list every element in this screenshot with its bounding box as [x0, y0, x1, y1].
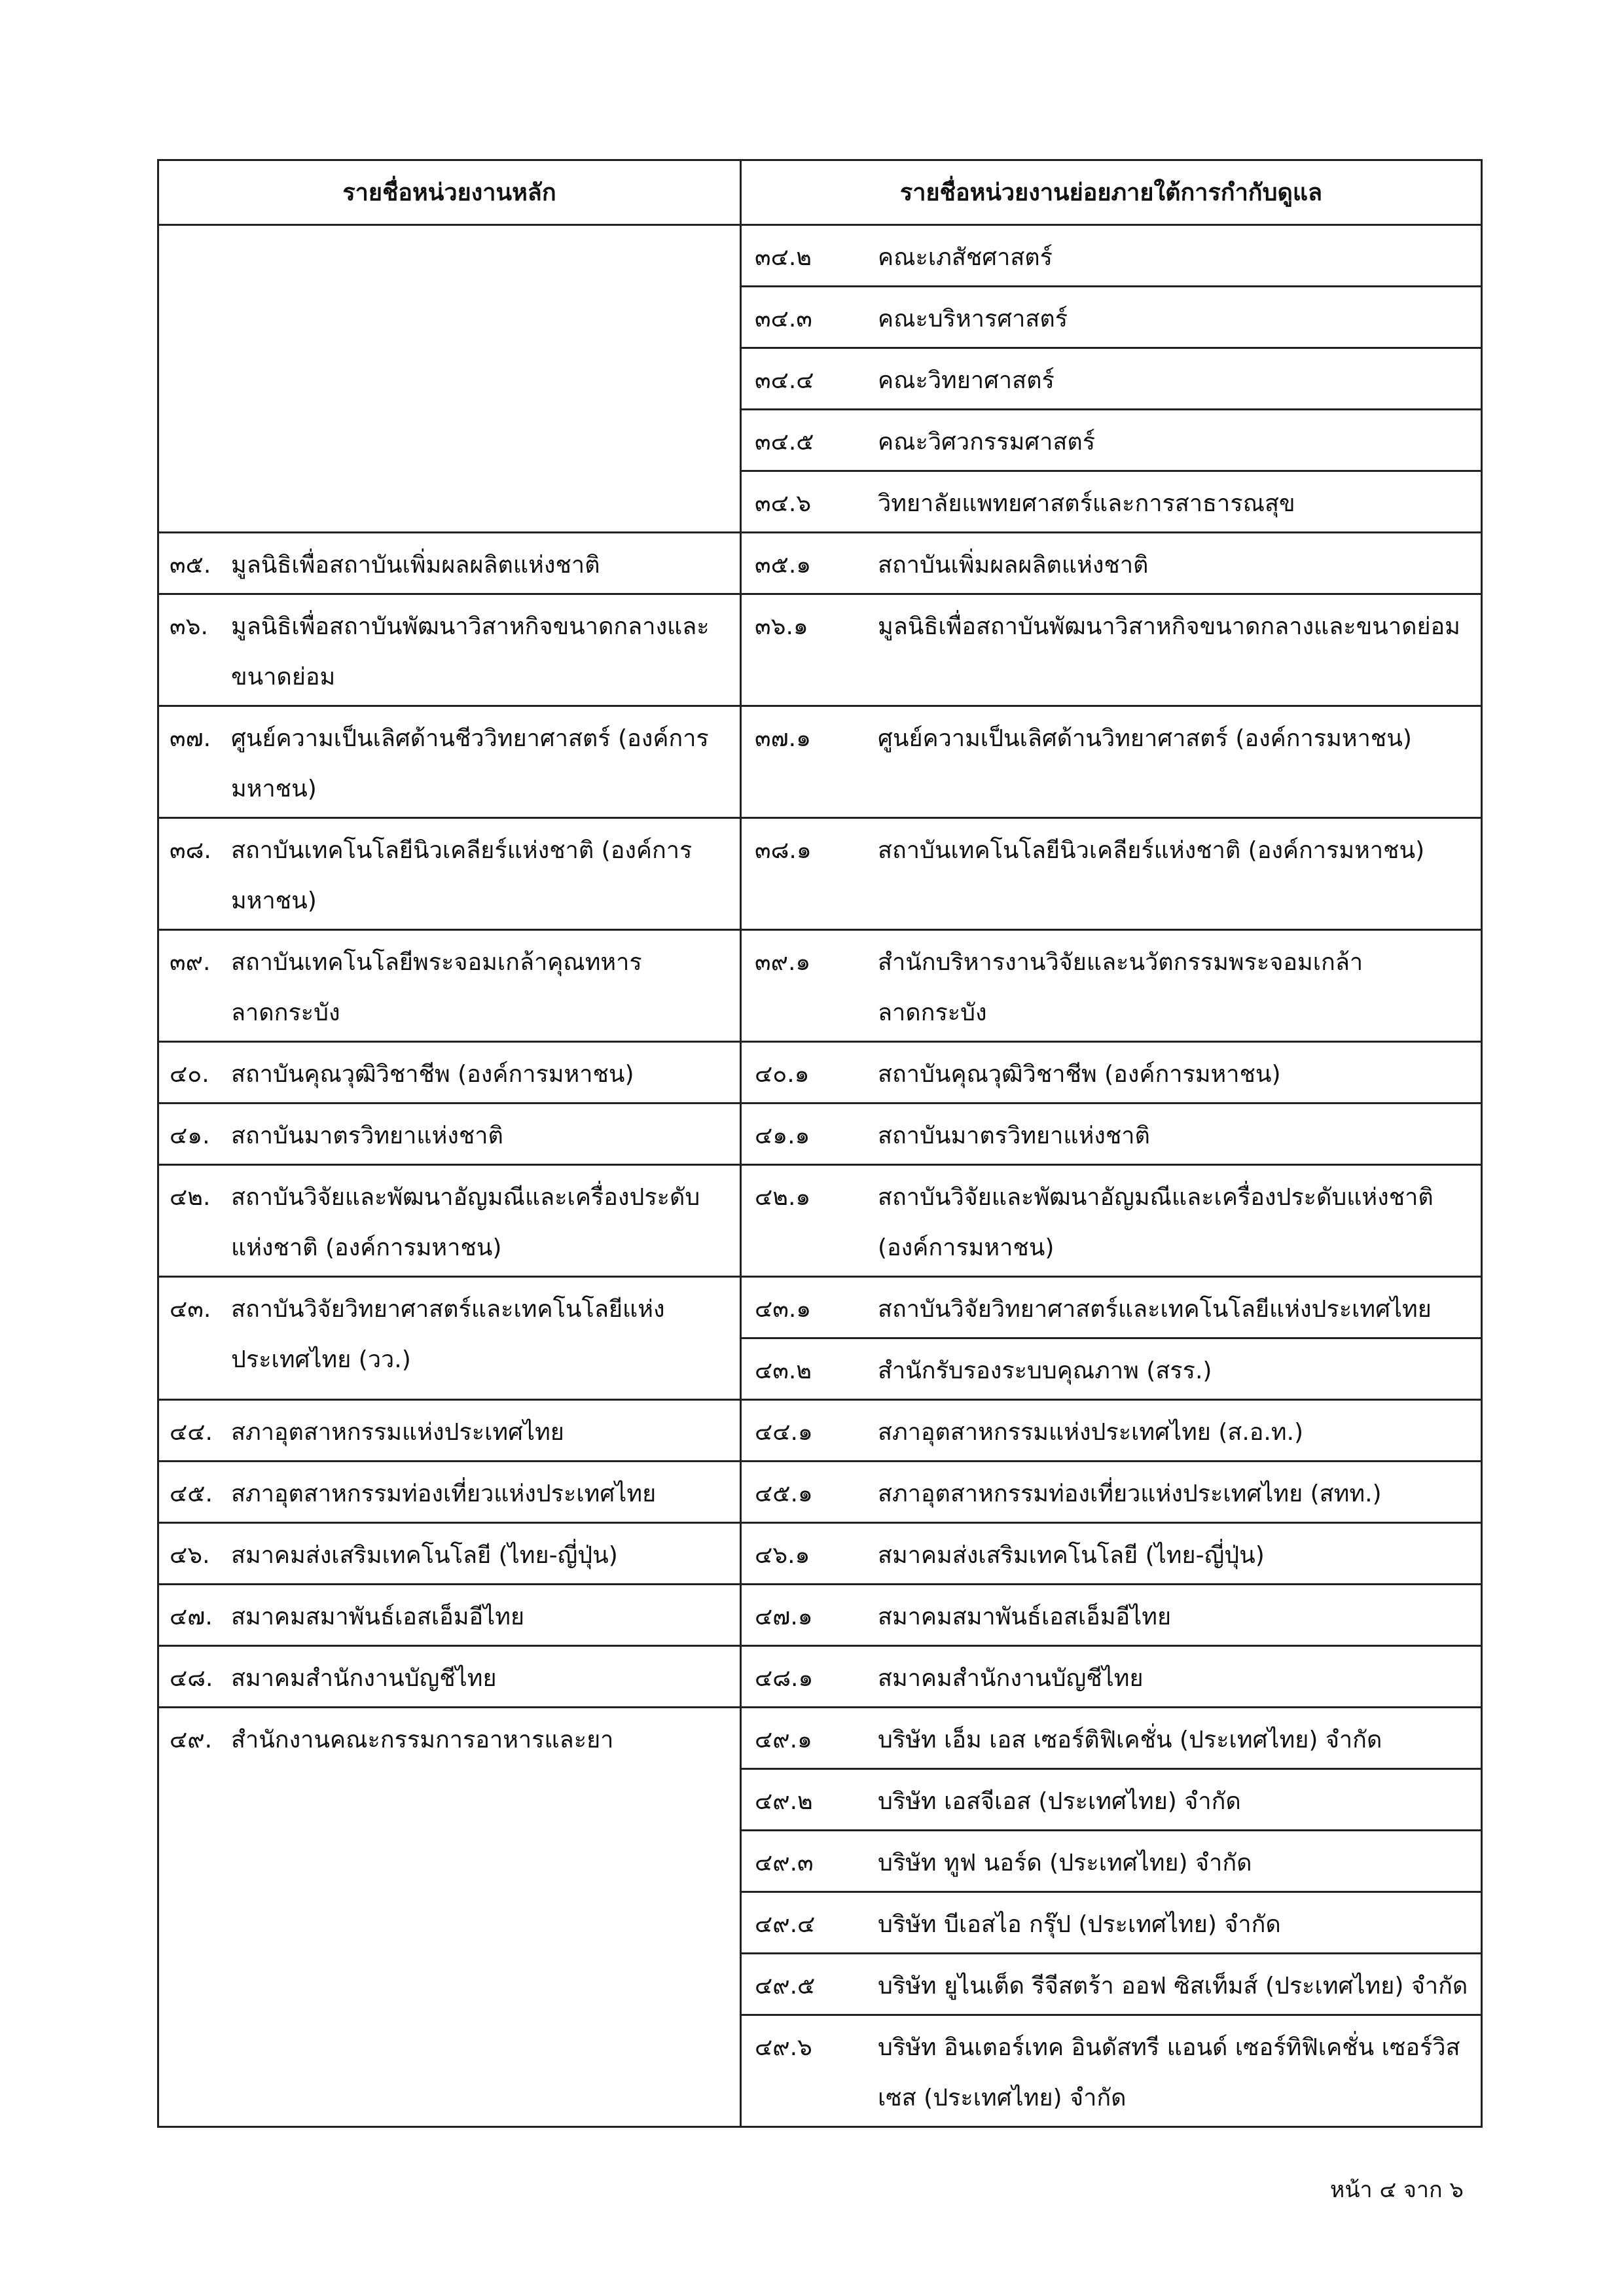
- main-unit-number: ๔๙.: [170, 1727, 213, 1753]
- table-row: [158, 1585, 1482, 1646]
- table-row: [158, 1277, 1482, 1338]
- main-unit-cell: [158, 1042, 741, 1103]
- sub-unit-cell: [741, 1277, 1482, 1338]
- table-row: [158, 594, 1482, 706]
- table-row: [158, 1708, 1482, 1769]
- main-unit-name: สมาคมสำนักงานบัญชีไทย: [231, 1665, 497, 1692]
- sub-unit-name: คณะบริหารศาสตร์: [878, 306, 1068, 332]
- sub-unit-number: ๓๔.๕: [755, 429, 814, 456]
- header-main-units: รายชื่อหน่วยงานหลัก: [158, 160, 741, 225]
- sub-unit-name: บริษัท เอสจีเอส (ประเทศไทย) จำกัด: [878, 1788, 1241, 1815]
- sub-unit-cell: [741, 1165, 1482, 1277]
- sub-unit-name: คณะเภสัชศาสตร์: [878, 244, 1053, 271]
- main-unit-cell: [158, 1708, 741, 2127]
- sub-unit-name: สภาอุตสาหกรรมท่องเที่ยวแห่งประเทศไทย (สทท.): [878, 1480, 1382, 1507]
- sub-unit-number: ๓๔.๔: [755, 367, 814, 394]
- sub-unit-name: บริษัท บีเอสไอ กรุ๊ป (ประเทศไทย) จำกัด: [878, 1911, 1281, 1938]
- sub-unit-number: ๔๕.๑: [755, 1480, 813, 1507]
- sub-unit-name: บริษัท ยูไนเต็ด รีจีสตร้า ออฟ ซิสเท็มส์ (ประเทศไทย) จำกัด: [878, 1973, 1468, 2000]
- table-row: [158, 1103, 1482, 1165]
- sub-unit-cell: [741, 1769, 1482, 1831]
- sub-unit-number: ๓๔.๒: [755, 244, 812, 271]
- sub-unit-cell: [741, 1523, 1482, 1585]
- sub-unit-cell: [741, 594, 1482, 706]
- main-unit-name: มูลนิธิเพื่อสถาบันพัฒนาวิสาหกิจขนาดกลางและขนาดย่อม: [231, 613, 710, 691]
- main-unit-cell: [158, 1646, 741, 1708]
- sub-unit-cell: [741, 1400, 1482, 1462]
- sub-unit-name: บริษัท เอ็ม เอส เซอร์ติฟิเคชั่น (ประเทศไทย) จำกัด: [878, 1727, 1382, 1753]
- sub-unit-cell: [741, 225, 1482, 287]
- sub-unit-name: สถาบันเพิ่มผลผลิตแห่งชาติ: [878, 552, 1149, 579]
- sub-unit-name: สถาบันมาตรวิทยาแห่งชาติ: [878, 1122, 1150, 1149]
- sub-unit-cell: [741, 930, 1482, 1042]
- main-unit-cell: [158, 1585, 741, 1646]
- table-row: [158, 1042, 1482, 1103]
- sub-unit-cell: [741, 1042, 1482, 1103]
- sub-unit-cell: [741, 1646, 1482, 1708]
- main-unit-cell: [158, 1277, 741, 1400]
- sub-unit-number: ๔๘.๑: [755, 1665, 814, 1692]
- main-unit-cell: [158, 1400, 741, 1462]
- sub-unit-cell: [741, 706, 1482, 818]
- sub-unit-name: คณะวิทยาศาสตร์: [878, 367, 1055, 394]
- sub-unit-cell: [741, 1708, 1482, 1769]
- sub-unit-cell: [741, 348, 1482, 410]
- sub-unit-cell: [741, 1462, 1482, 1523]
- table-header-row: [158, 160, 1482, 225]
- main-unit-name: สถาบันเทคโนโลยีพระจอมเกล้าคุณทหารลาดกระบัง: [231, 949, 642, 1026]
- main-unit-name: สถาบันวิจัยวิทยาศาสตร์และเทคโนโลยีแห่งประเทศไทย (วว.): [231, 1296, 665, 1373]
- main-unit-name: สมาคมส่งเสริมเทคโนโลยี (ไทย-ญี่ปุ่น): [231, 1542, 618, 1569]
- sub-unit-cell: [741, 287, 1482, 348]
- header-sub-units: รายชื่อหน่วยงานย่อยภายใต้การกำกับดูแล: [741, 160, 1482, 225]
- sub-unit-cell: [741, 1585, 1482, 1646]
- main-unit-name: สภาอุตสาหกรรมแห่งประเทศไทย: [231, 1419, 564, 1446]
- sub-unit-cell: [741, 2015, 1482, 2127]
- main-unit-number: ๓๙.: [170, 949, 211, 976]
- main-unit-number: ๔๐.: [170, 1061, 209, 1088]
- main-unit-cell: [158, 533, 741, 594]
- main-unit-number: ๓๕.: [170, 552, 211, 579]
- sub-unit-number: ๔๗.๑: [755, 1604, 813, 1630]
- sub-unit-cell: [741, 1954, 1482, 2015]
- main-unit-number: ๓๖.: [170, 613, 208, 640]
- sub-unit-name: ศูนย์ความเป็นเลิศด้านวิทยาศาสตร์ (องค์การมหาชน): [878, 725, 1412, 752]
- sub-unit-number: ๓๙.๑: [755, 949, 811, 976]
- sub-unit-number: ๔๔.๑: [755, 1419, 813, 1446]
- sub-unit-number: ๔๐.๑: [755, 1061, 810, 1088]
- main-unit-name: มูลนิธิเพื่อสถาบันเพิ่มผลผลิตแห่งชาติ: [231, 552, 600, 579]
- main-unit-cell: [158, 225, 741, 533]
- sub-unit-number: ๓๗.๑: [755, 725, 811, 752]
- sub-unit-name: สมาคมสำนักงานบัญชีไทย: [878, 1665, 1144, 1692]
- sub-unit-number: ๔๓.๑: [755, 1296, 812, 1323]
- main-unit-number: ๓๗.: [170, 725, 211, 752]
- main-unit-number: ๔๖.: [170, 1542, 210, 1569]
- main-unit-cell: [158, 1165, 741, 1277]
- sub-unit-name: สมาคมสมาพันธ์เอสเอ็มอีไทย: [878, 1604, 1172, 1630]
- sub-unit-name: สภาอุตสาหกรรมแห่งประเทศไทย (ส.อ.ท.): [878, 1419, 1304, 1446]
- sub-unit-number: ๔๙.๕: [755, 1973, 816, 2000]
- table-body: [158, 225, 1482, 2127]
- main-unit-cell: [158, 1103, 741, 1165]
- sub-unit-number: ๔๖.๑: [755, 1542, 810, 1569]
- main-unit-name: ศูนย์ความเป็นเลิศด้านชีววิทยาศาสตร์ (องค์การมหาชน): [231, 725, 709, 802]
- main-unit-name: สถาบันเทคโนโลยีนิวเคลียร์แห่งชาติ (องค์การมหาชน): [231, 837, 693, 914]
- sub-unit-name: บริษัท อินเตอร์เทค อินดัสทรี แอนด์ เซอร์ทิฟิเคชั่น เซอร์วิสเซส (ประเทศไทย) จำกัด: [878, 2034, 1460, 2111]
- main-unit-name: สถาบันวิจัยและพัฒนาอัญมณีและเครื่องประดับแห่งชาติ (องค์การมหาชน): [231, 1184, 700, 1261]
- sub-unit-cell: [741, 818, 1482, 930]
- sub-unit-number: ๔๑.๑: [755, 1122, 810, 1149]
- main-unit-cell: [158, 1462, 741, 1523]
- main-unit-number: ๔๕.: [170, 1480, 213, 1507]
- sub-unit-name: สำนักบริหารงานวิจัยและนวัตกรรมพระจอมเกล้าลาดกระบัง: [878, 949, 1363, 1026]
- main-unit-name: สำนักงานคณะกรรมการอาหารและยา: [231, 1727, 614, 1753]
- main-unit-number: ๔๑.: [170, 1122, 210, 1149]
- sub-unit-number: ๔๙.๒: [755, 1788, 813, 1815]
- sub-unit-number: ๔๓.๒: [755, 1357, 812, 1384]
- table-row: [158, 1462, 1482, 1523]
- main-unit-cell: [158, 594, 741, 706]
- sub-unit-cell: [741, 1892, 1482, 1954]
- sub-unit-name: คณะวิศวกรรมศาสตร์: [878, 429, 1096, 456]
- sub-unit-name: สถาบันเทคโนโลยีนิวเคลียร์แห่งชาติ (องค์การมหาชน): [878, 837, 1425, 864]
- table-row: [158, 225, 1482, 287]
- table-row: [158, 930, 1482, 1042]
- table-row: [158, 706, 1482, 818]
- sub-unit-name: สถาบันวิจัยวิทยาศาสตร์และเทคโนโลยีแห่งประเทศไทย: [878, 1296, 1432, 1323]
- table-row: [158, 1400, 1482, 1462]
- main-unit-number: ๔๗.: [170, 1604, 213, 1630]
- main-unit-name: สถาบันมาตรวิทยาแห่งชาติ: [231, 1122, 503, 1149]
- sub-unit-number: ๓๕.๑: [755, 552, 812, 579]
- main-unit-number: ๔๓.: [170, 1296, 211, 1323]
- main-unit-number: ๔๔.: [170, 1419, 213, 1446]
- sub-unit-name: สำนักรับรองระบบคุณภาพ (สรร.): [878, 1357, 1212, 1384]
- sub-unit-name: มูลนิธิเพื่อสถาบันพัฒนาวิสาหกิจขนาดกลางและขนาดย่อม: [878, 613, 1460, 640]
- sub-unit-name: บริษัท ทูฟ นอร์ด (ประเทศไทย) จำกัด: [878, 1850, 1252, 1876]
- table-row: [158, 1523, 1482, 1585]
- sub-unit-number: ๔๙.๖: [755, 2034, 812, 2061]
- sub-unit-number: ๔๙.๔: [755, 1911, 816, 1938]
- main-unit-name: สภาอุตสาหกรรมท่องเที่ยวแห่งประเทศไทย: [231, 1480, 657, 1507]
- main-unit-name: สถาบันคุณวุฒิวิชาชีพ (องค์การมหาชน): [231, 1061, 634, 1088]
- sub-unit-cell: [741, 1831, 1482, 1892]
- main-unit-cell: [158, 930, 741, 1042]
- main-unit-cell: [158, 1523, 741, 1585]
- sub-unit-name: สมาคมส่งเสริมเทคโนโลยี (ไทย-ญี่ปุ่น): [878, 1542, 1265, 1569]
- organization-table: [157, 159, 1483, 2128]
- sub-unit-number: ๓๔.๖: [755, 490, 812, 517]
- sub-unit-cell: [741, 410, 1482, 471]
- main-unit-number: ๔๘.: [170, 1665, 213, 1692]
- table-row: [158, 1165, 1482, 1277]
- table-row: [158, 1646, 1482, 1708]
- main-unit-cell: [158, 706, 741, 818]
- sub-unit-cell: [741, 471, 1482, 533]
- sub-unit-number: ๓๘.๑: [755, 837, 812, 864]
- sub-unit-number: ๔๙.๑: [755, 1727, 812, 1753]
- main-unit-name: สมาคมสมาพันธ์เอสเอ็มอีไทย: [231, 1604, 525, 1630]
- sub-unit-number: ๓๖.๑: [755, 613, 808, 640]
- sub-unit-cell: [741, 533, 1482, 594]
- sub-unit-number: ๔๙.๓: [755, 1850, 814, 1876]
- sub-unit-number: ๓๔.๓: [755, 306, 812, 332]
- main-unit-number: ๓๘.: [170, 837, 211, 864]
- sub-unit-name: สถาบันวิจัยและพัฒนาอัญมณีและเครื่องประดับแห่งชาติ (องค์การมหาชน): [878, 1184, 1434, 1261]
- sub-unit-cell: [741, 1338, 1482, 1400]
- page-number: หน้า ๔ จาก ๖: [1329, 2177, 1464, 2203]
- sub-unit-cell: [741, 1103, 1482, 1165]
- main-unit-cell: [158, 818, 741, 930]
- table-row: [158, 533, 1482, 594]
- sub-unit-name: สถาบันคุณวุฒิวิชาชีพ (องค์การมหาชน): [878, 1061, 1281, 1088]
- sub-unit-name: วิทยาลัยแพทยศาสตร์และการสาธารณสุข: [878, 490, 1295, 517]
- sub-unit-number: ๔๒.๑: [755, 1184, 811, 1211]
- main-unit-number: ๔๒.: [170, 1184, 211, 1211]
- table-row: [158, 818, 1482, 930]
